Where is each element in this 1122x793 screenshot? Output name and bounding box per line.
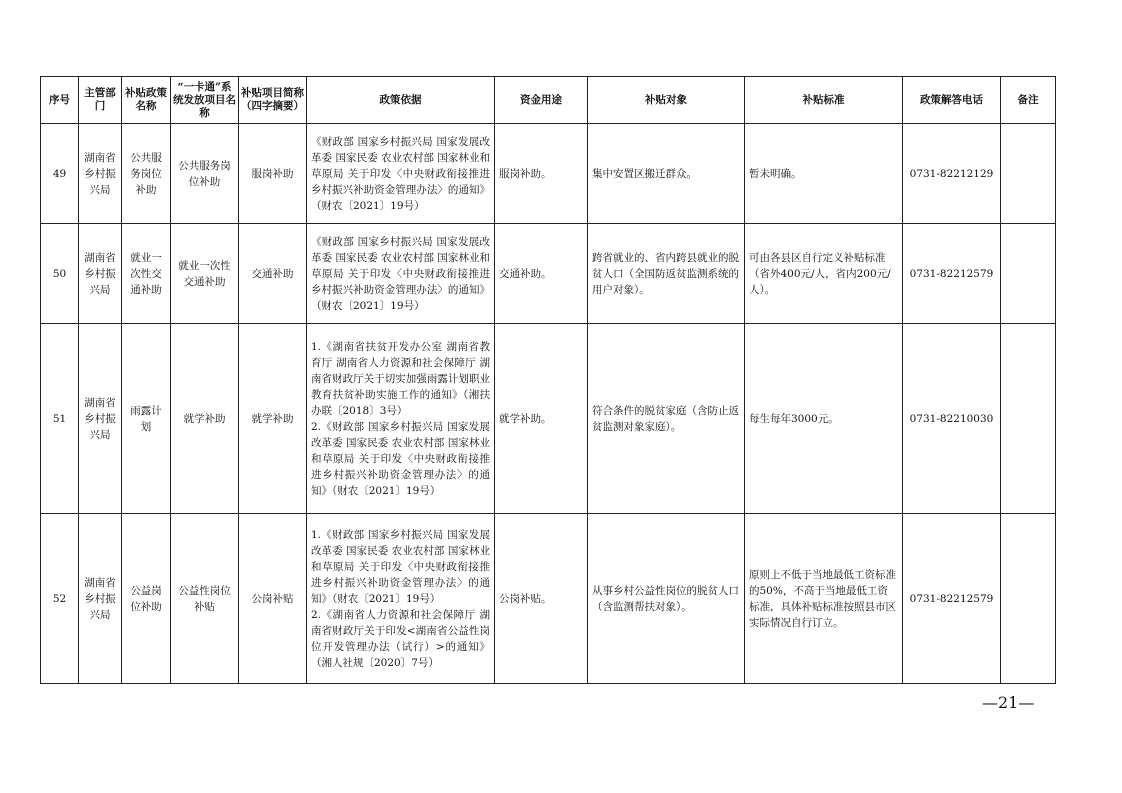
cell-card-name: 就学补助 (171, 324, 239, 514)
cell-standard: 暂未明确。 (745, 124, 903, 224)
cell-standard: 每生每年3000元。 (745, 324, 903, 514)
basis-line: 1.《湖南省扶贫开发办公室 湖南省教育厅 湖南省人力资源和社会保障厅 湖南省财政厅关于切实加强雨露计划职业教育扶贫补助实施工作的通知》（湘扶办联〔2018〕3号） (311, 340, 490, 417)
header-phone: 政策解答电话 (903, 77, 1001, 124)
cell-target: 跨省就业的、省内跨县就业的脱贫人口（全国防返贫监测系统的用户对象）。 (588, 224, 745, 324)
cell-phone: 0731-82210030 (903, 324, 1001, 514)
cell-dept: 湖南省乡村振兴局 (79, 514, 122, 684)
cell-index: 51 (41, 324, 79, 514)
header-target: 补贴对象 (588, 77, 745, 124)
table-row (41, 124, 1056, 224)
cell-abbr: 就学补助 (239, 324, 307, 514)
cell-target: 从事乡村公益性岗位的脱贫人口（含监测帮扶对象）。 (588, 514, 745, 684)
table-row (41, 514, 1056, 684)
cell-subsidy-name: 公共服务岗位补助 (122, 124, 171, 224)
cell-standard: 可由各县区自行定义补贴标准（省外400元/人，省内200元/人）。 (745, 224, 903, 324)
cell-card-name: 就业一次性交通补助 (171, 224, 239, 324)
cell-basis (307, 324, 495, 514)
cell-basis: 《财政部 国家乡村振兴局 国家发展改革委 国家民委 农业农村部 国家林业和草原局 关于印发〈中央财政衔接推进乡村振兴补助资金管理办法〉的通知》（财农〔2021〕19号） (307, 224, 495, 324)
cell-basis: 《财政部 国家乡村振兴局 国家发展改革委 国家民委 农业农村部 国家林业和草原局 关于印发〈中央财政衔接推进乡村振兴补助资金管理办法〉的通知》（财农〔2021〕19号） (307, 124, 495, 224)
cell-target: 符合条件的脱贫家庭（含防止返贫监测对象家庭）。 (588, 324, 745, 514)
subsidy-policy-table (40, 76, 1056, 684)
cell-target: 集中安置区搬迁群众。 (588, 124, 745, 224)
cell-abbr: 交通补助 (239, 224, 307, 324)
cell-abbr: 服岗补助 (239, 124, 307, 224)
cell-basis (307, 514, 495, 684)
cell-phone: 0731-82212129 (903, 124, 1001, 224)
cell-use: 就学补助。 (495, 324, 588, 514)
header-standard: 补贴标准 (745, 77, 903, 124)
table-header-row (41, 77, 1056, 124)
basis-line: 2.《湖南省人力资源和社会保障厅 湖南省财政厅关于印发<湖南省公益性岗位开发管理办法（试行）>的通知》（湘人社规〔2020〕7号） (311, 608, 490, 669)
cell-card-name: 公益性岗位补贴 (171, 514, 239, 684)
header-use: 资金用途 (495, 77, 588, 124)
cell-dept: 湖南省乡村振兴局 (79, 324, 122, 514)
cell-use: 公岗补贴。 (495, 514, 588, 684)
cell-note (1001, 514, 1056, 684)
cell-use: 服岗补助。 (495, 124, 588, 224)
cell-index: 50 (41, 224, 79, 324)
basis-line: 1.《财政部 国家乡村振兴局 国家发展改革委 国家民委 农业农村部 国家林业和草原局 关于印发〈中央财政衔接推进乡村振兴补助资金管理办法〉的通知》（财农〔2021〕19号） (311, 528, 490, 605)
cell-phone: 0731-82212579 (903, 224, 1001, 324)
table-row (41, 324, 1056, 514)
cell-standard: 原则上不低于当地最低工资标准的50%，不高于当地最低工资标准，具体补贴标准按照县市区实际情况自行订立。 (745, 514, 903, 684)
cell-subsidy-name: 公益岗位补助 (122, 514, 171, 684)
header-note: 备注 (1001, 77, 1056, 124)
cell-phone: 0731-82212579 (903, 514, 1001, 684)
header-basis: 政策依据 (307, 77, 495, 124)
header-dept: 主管部门 (79, 77, 122, 124)
cell-card-name: 公共服务岗位补助 (171, 124, 239, 224)
basis-line: 2.《财政部 国家乡村振兴局 国家发展改革委 国家民委 农业农村部 国家林业和草原局 关于印发〈中央财政衔接推进乡村振兴补助资金管理办法〉的通知》（财农〔2021〕19号） (311, 420, 490, 497)
cell-note (1001, 224, 1056, 324)
cell-index: 49 (41, 124, 79, 224)
cell-dept: 湖南省乡村振兴局 (79, 124, 122, 224)
cell-use: 交通补助。 (495, 224, 588, 324)
header-index: 序号 (41, 77, 79, 124)
cell-index: 52 (41, 514, 79, 684)
cell-note (1001, 124, 1056, 224)
cell-abbr: 公岗补贴 (239, 514, 307, 684)
cell-note (1001, 324, 1056, 514)
cell-subsidy-name: 雨露计划 (122, 324, 171, 514)
page-number: —21— (982, 693, 1035, 712)
cell-subsidy-name: 就业一次性交通补助 (122, 224, 171, 324)
header-card-name: “一卡通”系统发放项目名称 (171, 77, 239, 124)
header-abbr: 补贴项目简称（四字摘要） (239, 77, 307, 124)
cell-dept: 湖南省乡村振兴局 (79, 224, 122, 324)
header-subsidy-name: 补贴政策名称 (122, 77, 171, 124)
table-row (41, 224, 1056, 324)
